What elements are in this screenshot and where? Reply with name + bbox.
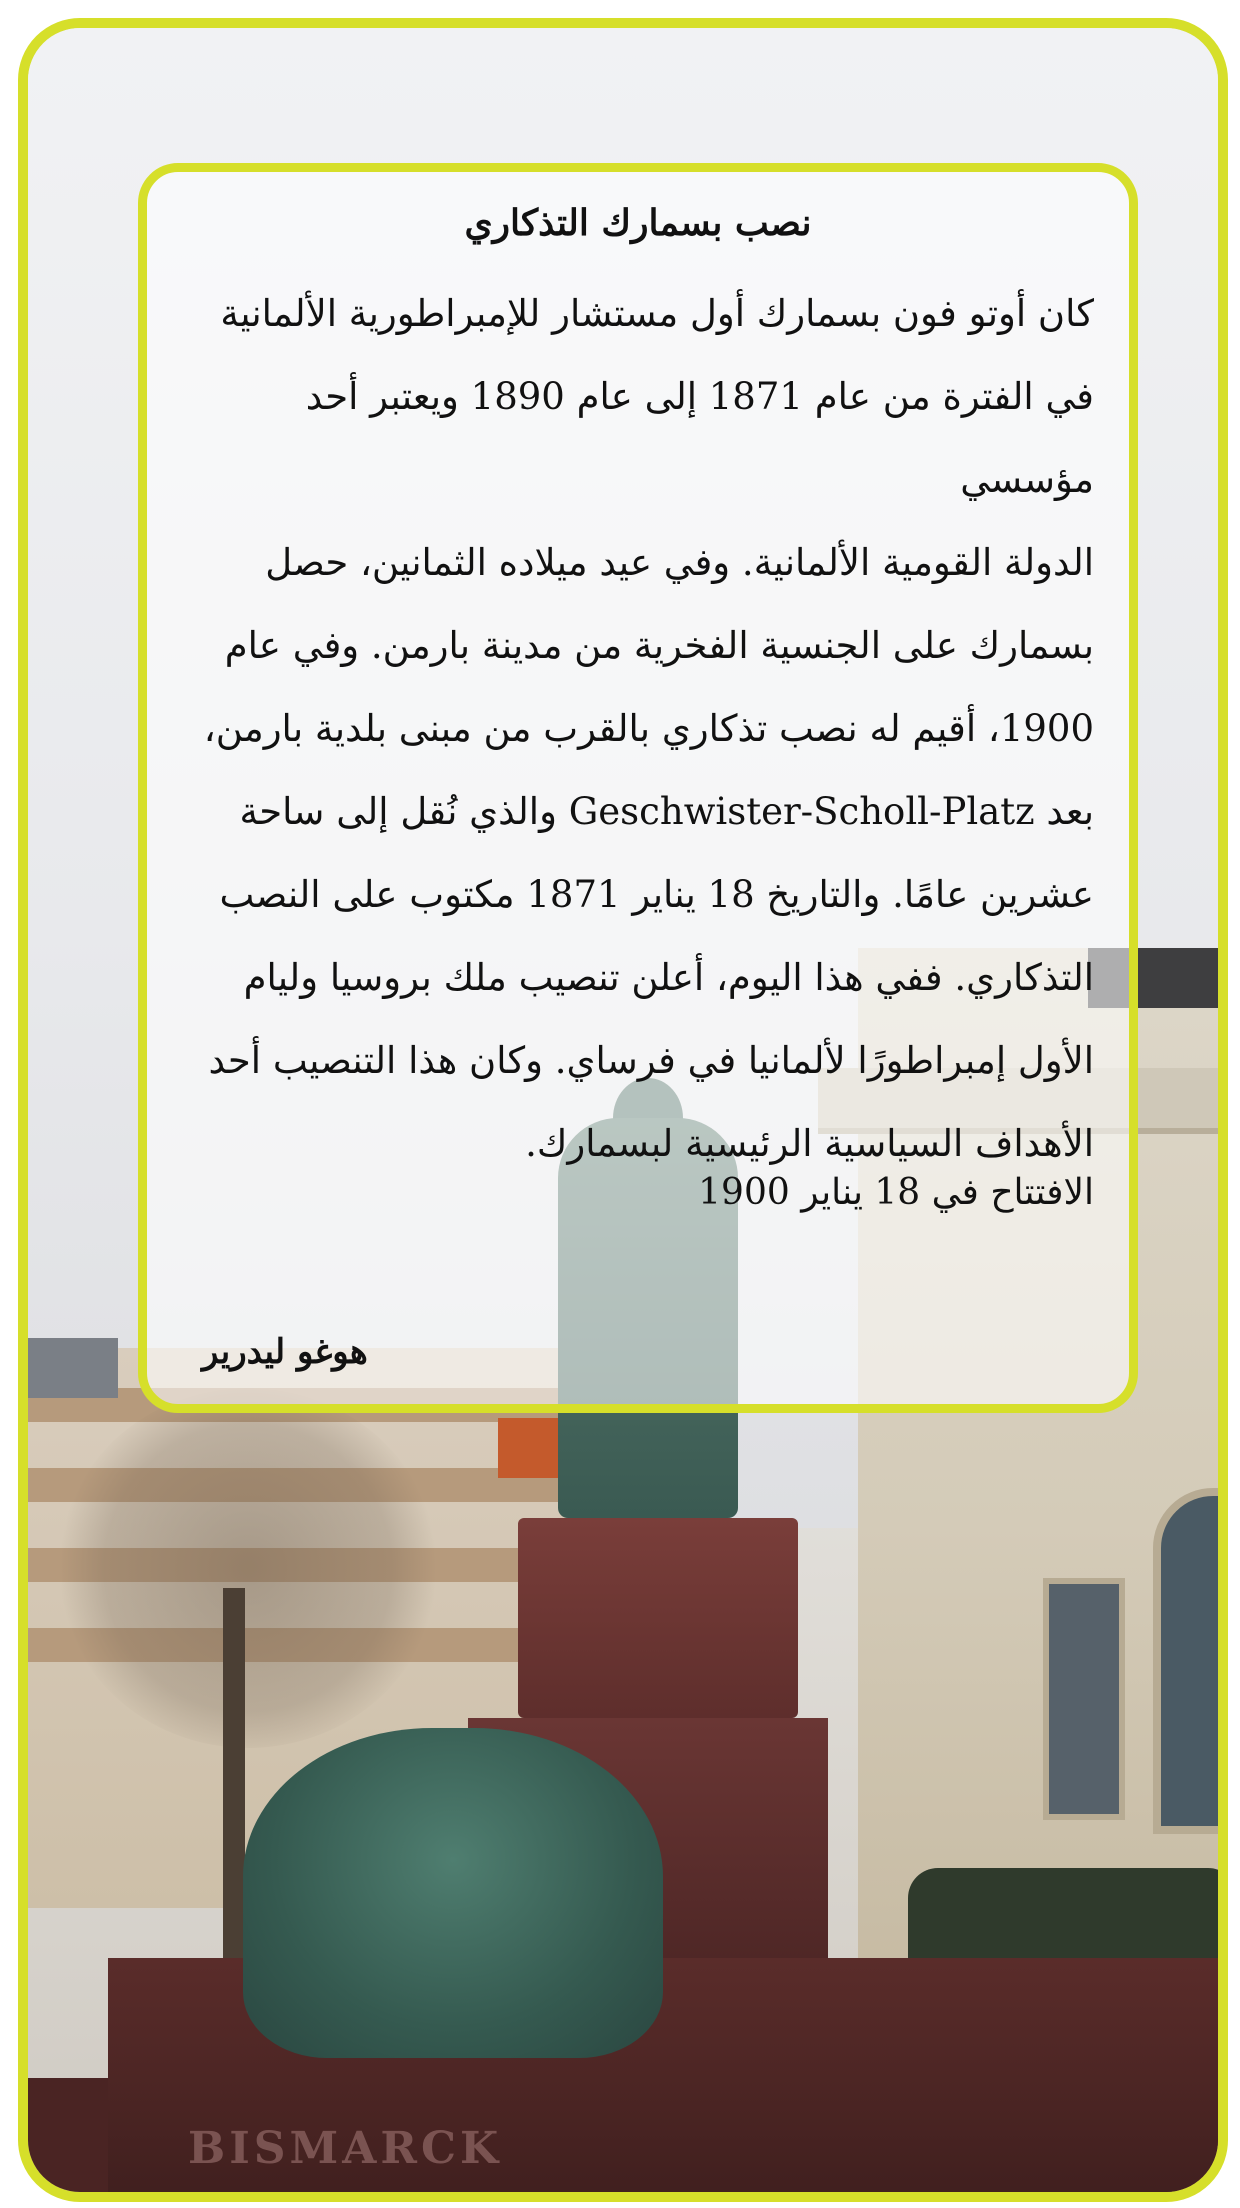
opening-date: الافتتاح في 18 يناير 1900 — [698, 1172, 1094, 1213]
body-line: في الفترة من عام 1871 إلى عام 1890 ويعتبر أحد مؤسسي — [305, 375, 1094, 501]
body-line: بسمارك على الجنسية الفخرية من مدينة بارمن. وفي عام — [224, 624, 1094, 667]
panel-body — [187, 272, 1094, 1185]
author-name: هوغو ليدرير — [202, 1332, 368, 1372]
body-line: كان أوتو فون بسمارك أول مستشار للإمبراطورية الألمانية — [220, 292, 1094, 335]
body-line: 1900، أقيم له نصب تذكاري بالقرب من مبنى بلدية بارمن، — [203, 707, 1094, 750]
window — [1043, 1578, 1125, 1820]
arched-window — [1153, 1488, 1228, 1834]
body-line: بعد Geschwister-Scholl-Platz والذي نُقل إلى ساحة — [239, 790, 1094, 833]
outer-frame — [18, 18, 1228, 2202]
body-line: عشرين عامًا. والتاريخ 18 يناير 1871 مكتوب على النصب — [219, 873, 1094, 916]
pedestal-top — [518, 1518, 798, 1718]
building-left-roof — [28, 1338, 118, 1398]
body-line: الدولة القومية الألمانية. وفي عيد ميلاده الثمانين، حصل — [265, 541, 1094, 584]
tree-crown — [58, 1388, 438, 1748]
text-panel — [138, 163, 1138, 1413]
body-line: الأهداف السياسية الرئيسية لبسمارك. — [525, 1122, 1094, 1165]
pedestal-engraving: BISMARCK — [188, 2123, 503, 2174]
body-line: التذكاري. ففي هذا اليوم، أعلن تنصيب ملك بروسيا وليام — [243, 956, 1094, 999]
tree-trunk — [223, 1588, 245, 1968]
panel-title: نصب بسمارك التذكاري — [464, 202, 812, 244]
body-line: الأول إمبراطورًا لألمانيا في فرساي. وكان هذا التنصيب أحد — [208, 1039, 1094, 1082]
seated-statue — [243, 1728, 663, 2058]
